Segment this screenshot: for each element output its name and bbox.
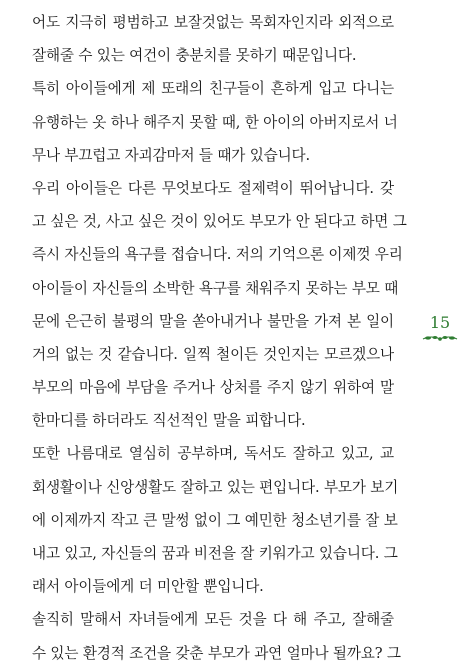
text-line: 무나 부끄럽고 자괴감마저 들 때가 있습니다. bbox=[32, 146, 310, 164]
text-line: 잘해줄 수 있는 여건이 충분치를 못하기 때문입니다. bbox=[32, 47, 357, 65]
text-line: 회생활이나 신앙생활도 잘하고 있는 편입니다. 부모가 보기 bbox=[32, 478, 399, 496]
text-line: 솔직히 말해서 자녀들에게 모든 것을 다 해 주고, 잘해줄 bbox=[32, 611, 394, 629]
text-line: 부모의 마음에 부담을 주거나 상처를 주지 않기 위하여 말 bbox=[32, 379, 394, 397]
body-text bbox=[32, 6, 407, 670]
text-line: 문에 은근히 불평의 말을 쏟아내거나 불만을 가져 본 일이 bbox=[32, 312, 394, 330]
text-line: 유행하는 옷 하나 해주지 못할 때, 한 아이의 아버지로서 너 bbox=[32, 113, 398, 131]
text-line: 고 싶은 것, 사고 싶은 것이 있어도 부모가 안 된다고 하면 그 bbox=[32, 213, 407, 231]
text-line: 어도 지극히 평범하고 보잘것없는 목회자인지라 외적으로 bbox=[32, 14, 394, 31]
text-line: 아이들이 자신들의 소박한 욕구를 채워주지 못하는 부모 때 bbox=[32, 279, 399, 297]
text-line: 에 이제까지 작고 큰 말썽 없이 그 예민한 청소년기를 잘 보 bbox=[32, 511, 398, 529]
page-number: 15 bbox=[429, 313, 451, 332]
text-line: 한마디를 하더라도 직선적인 말을 피합니다. bbox=[32, 412, 306, 430]
text-line: 내고 있고, 자신들의 꿈과 비전을 잘 키워가고 있습니다. 그 bbox=[32, 545, 398, 562]
text-line: 래서 아이들에게 더 미안할 뿐입니다. bbox=[32, 578, 264, 596]
text-line: 우리 아이들은 다른 무엇보다도 절제력이 뛰어납니다. 갖 bbox=[32, 179, 394, 197]
page-number-block bbox=[420, 314, 460, 343]
leaf-vine-ornament-icon bbox=[422, 333, 458, 343]
text-line: 특히 아이들에게 제 또래의 친구들이 흔하게 입고 다니는 bbox=[32, 80, 394, 98]
text-line: 거의 없는 것 같습니다. 일찍 철이든 것인지는 모르겠으나 bbox=[32, 345, 394, 363]
text-line: 또한 나름대로 열심히 공부하며, 독서도 잘하고 있고, 교 bbox=[32, 445, 394, 463]
text-line: 즉시 자신들의 욕구를 접습니다. 저의 기억으론 이제껏 우리 bbox=[32, 246, 403, 264]
text-line: 수 있는 환경적 조건을 갖춘 부모가 과연 얼마나 될까요? 그 bbox=[32, 644, 401, 662]
